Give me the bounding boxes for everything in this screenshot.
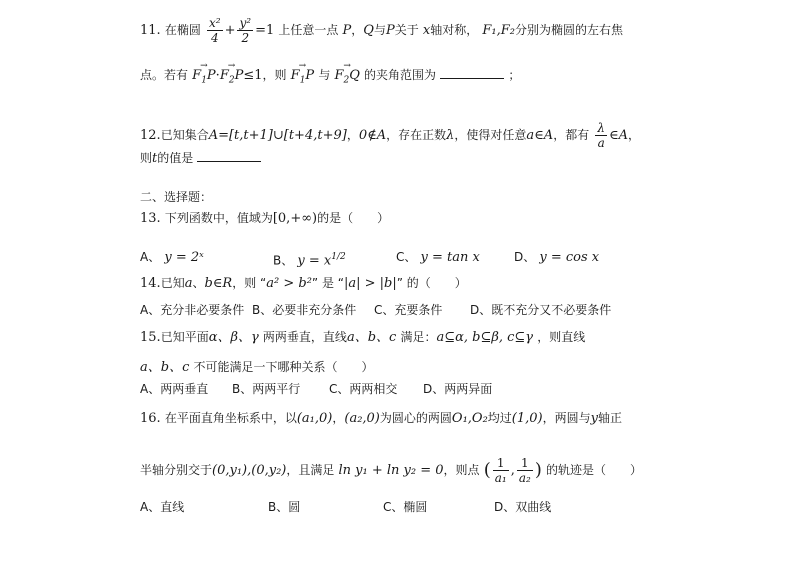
q12-condition-2: a∈A [526,128,554,143]
q14-var-b: b∈R [204,276,233,291]
q12-var-t: t [152,151,158,166]
q11-text-1: 在椭圆 [164,23,201,37]
q13-stem [140,209,389,228]
q16-stem-line-2: 半轴分别交于(0,y₁),(0,y₂)，且满足 ln y₁ + ln y₂ = 0，则点 ( $\frac{1}{\text{a₁}}$ , $\frac{1}{\text{a₂}}$ ) 的轨迹是（ ） [140,456,642,485]
q11-point-p-2: P [385,23,395,38]
q11-condition: ≤1 [243,68,263,83]
q16-option-b[interactable]: B、圆 [268,500,301,514]
q16-y-axis: y [590,411,598,426]
q15-lines: a、b、c [346,330,397,345]
q15-stem-line-1 [140,328,585,347]
q12-text-then: 则 [140,151,153,165]
q16-number: 16. [140,411,161,426]
q14-cond-2: |a| > |b| [344,276,397,291]
q11-vector-f2q: → $F_2Q$ [334,67,359,90]
q16-text-8: ，则点 [443,463,480,477]
q11-end: ； [508,68,521,82]
q11-number: 11. [140,23,161,38]
q14-sep: 、 [192,276,205,290]
q11-fraction-x: $\frac{\text{x²}}{4}$ [208,16,221,45]
q15-stem-line-2 [140,358,374,377]
q15-option-c[interactable]: C、两两相交 [329,382,398,396]
q15-text-2: 两两垂直，直线 [262,330,347,344]
q11-text-and: 与 [318,68,331,82]
q15-condition: a⊆α, b⊆β, c⊆γ [436,330,534,345]
q11-text-axis-sym: 轴对称， [430,23,479,37]
q16-stem-line-1 [140,409,622,428]
q11-vector-f1p: → $F_1P$ [192,67,216,90]
q12-line-2 [140,149,261,168]
q14-option-a[interactable]: A、充分非必要条件 [140,303,245,317]
q16-fraction-2: $\frac{1}{\text{a₂}}$ [518,456,531,485]
q16-fraction-1: $\frac{1}{\text{a₁}}$ [494,456,507,485]
q15-option-b[interactable]: B、两两平行 [232,382,301,396]
q16-text-5: 轴正 [598,411,623,425]
q12-lambda: λ [446,128,455,143]
q14-option-c[interactable]: C、充要条件 [374,303,443,317]
q11-text-about: 关于 [394,23,419,37]
q16-text-3: 均过 [487,411,512,425]
q11-x-axis: x [422,23,431,38]
q16-center-1: (a₁,0) [296,411,333,426]
q16-text-7: ，且满足 [286,463,335,477]
q12-comma: ， [346,128,359,142]
q14-stem [140,274,467,293]
q14-number: 14. [140,276,161,291]
q13-range: [0,+∞) [272,211,318,226]
q11-comma: ， [351,23,364,37]
q16-center-2: (a₂,0) [344,411,380,426]
q11-text-then: ，则 [262,68,287,82]
q12-fraction: $\frac{\lambda}{a}$ [597,121,605,150]
q11-line-1 [140,16,623,45]
q11-text-angle: 的夹角范围为 [364,68,437,82]
q16-intercepts: (0,y₁),(0,y₂) [212,463,287,478]
q15-planes: α、β、γ [208,330,259,345]
q15-option-a[interactable]: A、两两垂直 [140,382,209,396]
q16-text-4: ，两圆与 [542,411,591,425]
q16-text-1: 在平面直角坐标系中，以 [164,411,297,425]
q12-set-a: A=[t,t+1]∪[t+4,t+9] [208,128,347,143]
q12-number: 12. [140,128,161,143]
q16-option-c[interactable]: C、椭圆 [383,500,428,514]
q14-text-2: ，则 “ [232,276,267,290]
q12-text-2: ，存在正数 [386,128,447,142]
q11-text-if: 点。若有 [140,68,189,82]
q14-text-3: ” 是 “ [311,276,344,290]
q13-text-2: 的是（ ） [317,211,390,225]
q13-text: 下列函数中，值域为 [164,211,273,225]
q12-condition-1: 0∉A [358,128,387,143]
q12-text-value: 的值是 [157,151,194,165]
q16-paren-open: ( [483,459,491,481]
q13-option-d[interactable]: D、 y = cos x [514,250,600,265]
q14-var-a: a [184,276,193,291]
q11-vector-f2p: → $F_2P$ [220,67,244,90]
q12-in-a: ∈A [608,128,628,143]
q11-text-with: 与 [373,23,386,37]
q12-line-1 [140,121,640,150]
section-2-title: 二、选择题： [140,190,213,204]
q11-point-q: Q [363,23,374,38]
q16-point: (1,0) [511,411,543,426]
q12-text-3: ，使得对任意 [454,128,527,142]
q11-line-2: 点。若有 → $F_1P\cdot\to F_2P\le 1$，则 → $F_1P$ 与 → $F_2Q$ 的夹角范围为 ； [140,66,520,90]
q16-option-d[interactable]: D、双曲线 [494,500,552,514]
q12-text-1: 已知集合 [160,128,209,142]
q16-condition: ln y₁ + ln y₂ = 0 [338,463,444,478]
q14-text-1: 已知 [160,276,185,290]
q16-text-2: 为圆心的两圆 [379,411,452,425]
q15-option-d[interactable]: D、两两异面 [423,382,493,396]
q15-line2-vars: a、b、c [140,360,190,375]
q16-circles: O₁,O₂ [451,411,488,426]
q11-foci: F₁,F₂ [482,23,515,38]
q16-option-a[interactable]: A、直线 [140,500,185,514]
q11-answer-blank [440,66,504,79]
q14-option-b[interactable]: B、必要非充分条件 [252,303,357,317]
q16-comma: ， [332,411,345,425]
q12-answer-blank [197,149,261,162]
q12-comma-2: ， [627,128,640,142]
q11-point-p: P [342,23,352,38]
q16-text-6: 半轴分别交于 [140,463,213,477]
q15-line2-text: 不可能满足一下哪种关系（ ） [193,360,374,374]
q11-plus: + [224,23,236,38]
q15-text-1: 已知平面 [160,330,209,344]
q14-cond-1: a² > b² [266,276,312,291]
q16-paren-close: ) [534,459,542,481]
q14-option-d[interactable]: D、既不充分又不必要条件 [470,303,612,317]
q13-option-c[interactable]: C、 y = tan x [396,250,480,265]
q15-text-3: 满足： [400,330,437,344]
q11-fraction-y: $\frac{\text{y²}}{2}$ [239,16,252,45]
q12-text-4: ，都有 [553,128,590,142]
q13-number: 13. [140,211,161,226]
q11-text-2: 上任意一点 [278,23,339,37]
q11-eq-rhs: =1 [255,23,275,38]
q11-text-foci: 分别为椭圆的左右焦 [515,23,624,37]
q13-option-a[interactable]: A、 y = 2ˣ [140,250,204,265]
q11-vector-f1p-2: → $F_1P$ [291,67,315,90]
q15-number: 15. [140,330,161,345]
q16-text-9: 的轨迹是（ ） [545,463,642,477]
q15-text-4: ，则直线 [537,330,586,344]
q14-text-4: ” 的（ ） [396,276,467,290]
q13-option-b[interactable]: B、 $y = x^{1/2}$ [273,252,346,269]
